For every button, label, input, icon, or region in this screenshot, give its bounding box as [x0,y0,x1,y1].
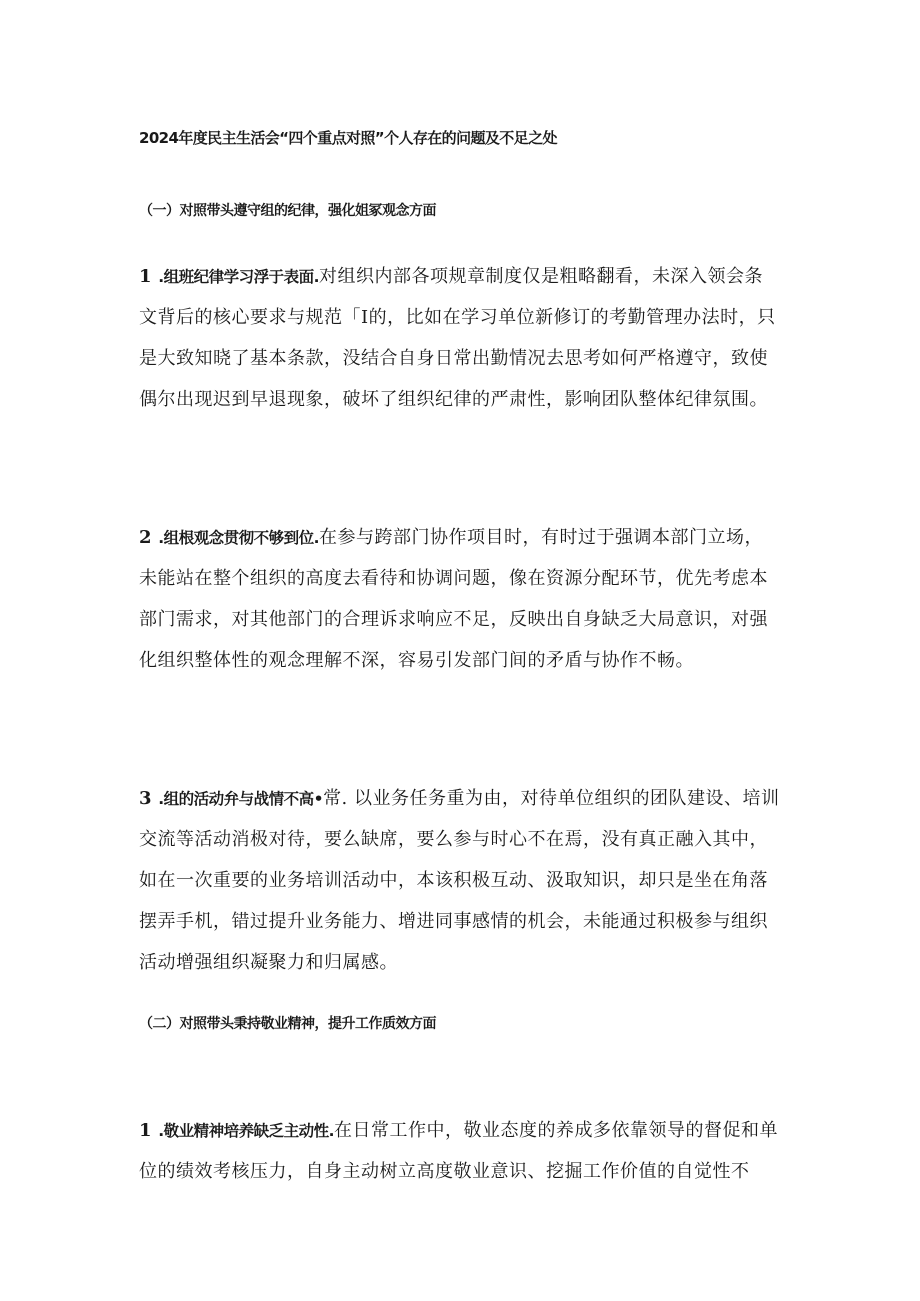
paragraph-line: 部门需求，对其他部门的合理诉求响应不足，反映出自身缺乏大局意识，对强 [139,609,768,630]
line-text: 对组织内部各项规章制度仅是粗略翻看，未深入领会条 [319,266,764,287]
section-heading-1: （一）对照带头遵守组的纪律，强化姐冢观念方面 [139,203,436,219]
line-text: 在日常工作中，敬业态度的养成多依靠领导的督促和单 [334,1120,779,1141]
paragraph-line: 化组织整体性的观念理解不深，容易引发部门间的矛盾与协作不畅。 [139,650,694,671]
item-heading: .组的活动弁与战情不高• [158,790,324,808]
paragraph-line: 交流等活动消极对待，要么缺席，要么参与时心不在焉，没有真正融入其中， [139,829,768,850]
item-number: 1 [139,266,153,287]
line-text: 常. 以业务任务重为由，对待单位组织的团队建设、培训 [323,788,780,809]
line-text: 在参与跨部门协作项目时，有时过于强调本部门立场， [319,527,764,548]
section-heading-2: （二）对照带头秉持敬业精神，提升工作质效方面 [139,1016,436,1032]
paragraph-2-1 [139,1110,789,1192]
paragraph-line: 摆弄手机，错过提升业务能力、增进同事感情的机会，未能通过积极参与组织 [139,911,768,932]
item-heading: .组班纪律学习浮于表面. [158,268,320,286]
paragraph-line: 是大致知晓了基本条款，没结合自身日常出勤情况去思考如何严格遵守，致使 [139,348,768,369]
paragraph-line [139,256,789,297]
paragraph-line: 未能站在整个组织的高度去看待和协调问题，像在资源分配环节，优先考虑本 [139,568,768,589]
item-heading: .组根观念贯彻不够到位. [158,529,320,547]
paragraph-1-1 [139,256,789,420]
item-number: 3 [139,788,153,809]
paragraph-line: 位的绩效考核压力，自身主动树立高度敬业意识、挖掘工作价值的自觉性不 [139,1161,750,1182]
paragraph-1-3 [139,778,789,983]
item-number: 1 [139,1120,153,1141]
paragraph-line: 文背后的核心要求与规范「I的，比如在学习单位新修订的考勤管理办法时，只 [139,307,776,328]
paragraph-1-2 [139,517,789,681]
paragraph-line [139,1110,789,1151]
paragraph-line: 活动增强组织凝聚力和归属感。 [139,952,398,973]
item-number: 2 [139,527,153,548]
paragraph-line: 偶尔出现迟到早退现象，破坏了组织纪律的严肃性，影响团队整体纪律氛围。 [139,389,768,410]
paragraph-line [139,517,789,558]
paragraph-line [139,778,789,819]
document-title: 2024年度民主生活会“四个重点对照”个人存在的问题及不足之处 [139,129,557,147]
paragraph-line: 如在一次重要的业务培训活动中，本该积极互动、汲取知识，却只是坐在角落 [139,870,768,891]
item-heading: .敬业精神培养缺乏主动性. [158,1122,335,1140]
